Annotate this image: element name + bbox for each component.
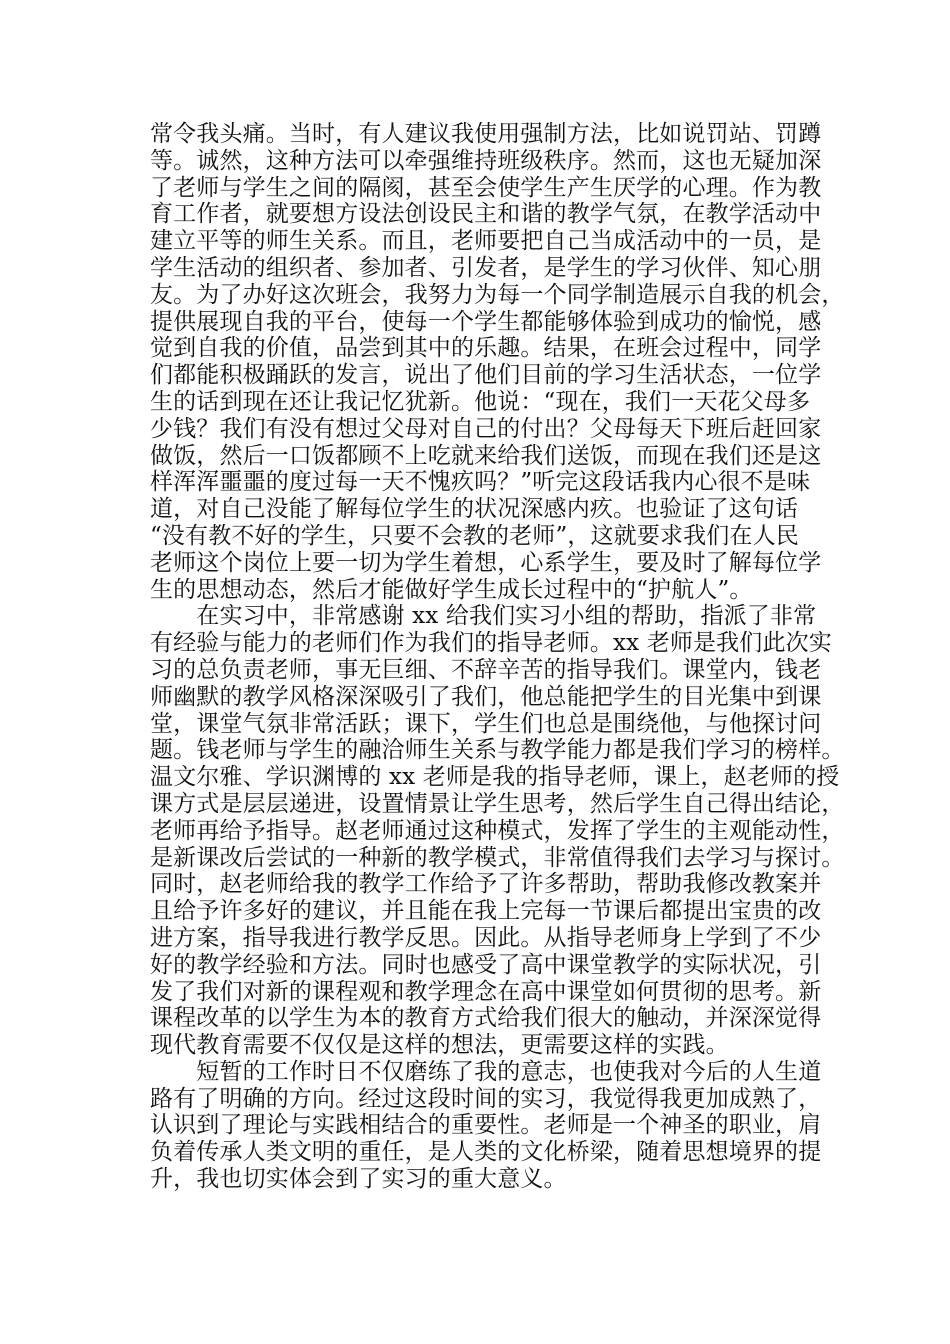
paragraph-class-meeting: [150, 121, 845, 603]
text-line: 老师这个岗位上要一切为学生着想，心系学生，要及时了解每位学: [150, 549, 822, 576]
text-line: 等。诚然，这种方法可以牵强维持班级秩序。然而，这也无疑加深: [150, 147, 822, 174]
text-line: 生的思想动态，然后才能做好学生成长过程中的“护航人”。: [150, 576, 753, 603]
text-line: 课程改革的以学生为本的教育方式给我们很大的触动，并深深觉得: [150, 1005, 822, 1032]
text-line: 样浑浑噩噩的度过每一天不愧疚吗？”听完这段话我内心很不是味: [150, 469, 811, 496]
text-line: 提供展现自我的平台，使每一个学生都能够体验到成功的愉悦，感: [150, 308, 822, 335]
text-line: 育工作者，就要想方设法创设民主和谐的教学气氛，在教学活动中: [150, 201, 822, 228]
text-line: 发了我们对新的课程观和教学理念在高中课堂如何贯彻的思考。新: [150, 978, 822, 1005]
text-line: 短暂的工作时日不仅磨练了我的意志，也使我对今后的人生道: [150, 1058, 822, 1085]
text-line: 常令我头痛。当时，有人建议我使用强制方法，比如说罚站、罚蹲: [150, 121, 822, 147]
text-line: 现代教育需要不仅仅是这样的想法，更需要这样的实践。: [150, 1032, 729, 1059]
text-line: 升，我也切实体会到了实习的重大意义。: [150, 1166, 567, 1193]
text-line: 道，对自己没能了解每位学生的状况深感内疚。也验证了这句话: [150, 496, 799, 523]
text-line: 做饭，然后一口饭都顾不上吃就来给我们送饭，而现在我们还是这: [150, 442, 822, 469]
text-line: 了老师与学生之间的隔阂，甚至会使学生产生厌学的心理。作为教: [150, 174, 822, 201]
text-line: 在实习中，非常感谢 xx 给我们实习小组的帮助，指派了非常: [150, 603, 817, 630]
text-line: 是新课改后尝试的一种新的教学模式，非常值得我们去学习与探讨。: [150, 844, 845, 871]
text-line: 学生活动的组织者、参加者、引发者，是学生的学习伙伴、知心朋: [150, 254, 822, 281]
document-body: [150, 121, 845, 1193]
text-line: 且给予许多好的建议，并且能在我上完每一节课后都提出宝贵的改: [150, 898, 822, 925]
text-line: 堂，课堂气氛非常活跃；课下，学生们也总是围绕他，与他探讨问: [150, 710, 822, 737]
text-line: 习的总负责老师，事无巨细、不辞辛苦的指导我们。课堂内，钱老: [150, 656, 822, 683]
text-line: 认识到了理论与实践相结合的重要性。老师是一个神圣的职业，肩: [150, 1112, 822, 1139]
text-line: “没有教不好的学生，只要不会教的老师”，这就要求我们在人民: [150, 522, 799, 549]
text-line: 路有了明确的方向。经过这段时间的实习，我觉得我更加成熟了，: [150, 1085, 822, 1112]
text-line: 进方案，指导我进行教学反思。因此。从指导老师身上学到了不少: [150, 924, 822, 951]
paragraph-conclusion: [150, 1059, 830, 1193]
text-line: 生的话到现在还让我记忆犹新。他说：“现在，我们一天花父母多: [150, 388, 811, 415]
text-line: 少钱？我们有没有想过父母对自己的付出？父母每天下班后赶回家: [150, 415, 822, 442]
text-line: 题。钱老师与学生的融洽师生关系与教学能力都是我们学习的榜样。: [150, 737, 845, 764]
text-line: 温文尔雅、学识渊博的 xx 老师是我的指导老师，课上，赵老师的授: [150, 764, 840, 791]
text-line: 们都能积极踊跃的发言，说出了他们目前的学习生活状态，一位学: [150, 362, 822, 389]
paragraph-internship-guidance: [150, 603, 845, 1059]
text-line: 有经验与能力的老师们作为我们的指导老师。xx 老师是我们此次实: [150, 630, 832, 657]
text-line: 老师再给予指导。赵老师通过这种模式，发挥了学生的主观能动性，: [150, 817, 845, 844]
text-line: 师幽默的教学风格深深吸引了我们，他总能把学生的目光集中到课: [150, 683, 822, 710]
text-line: 觉到自我的价值，品尝到其中的乐趣。结果，在班会过程中，同学: [150, 335, 822, 362]
text-line: 好的教学经验和方法。同时也感受了高中课堂教学的实际状况，引: [150, 951, 822, 978]
text-line: 友。为了办好这次班会，我努力为每一个同学制造展示自我的机会，: [150, 281, 845, 308]
text-line: 同时，赵老师给我的教学工作给予了许多帮助，帮助我修改教案并: [150, 871, 822, 898]
text-line: 课方式是层层递进，设置情景让学生思考，然后学生自己得出结论，: [150, 790, 845, 817]
text-line: 负着传承人类文明的重任，是人类的文化桥梁，随着思想境界的提: [150, 1139, 822, 1166]
text-line: 建立平等的师生关系。而且，老师要把自己当成活动中的一员，是: [150, 228, 822, 255]
